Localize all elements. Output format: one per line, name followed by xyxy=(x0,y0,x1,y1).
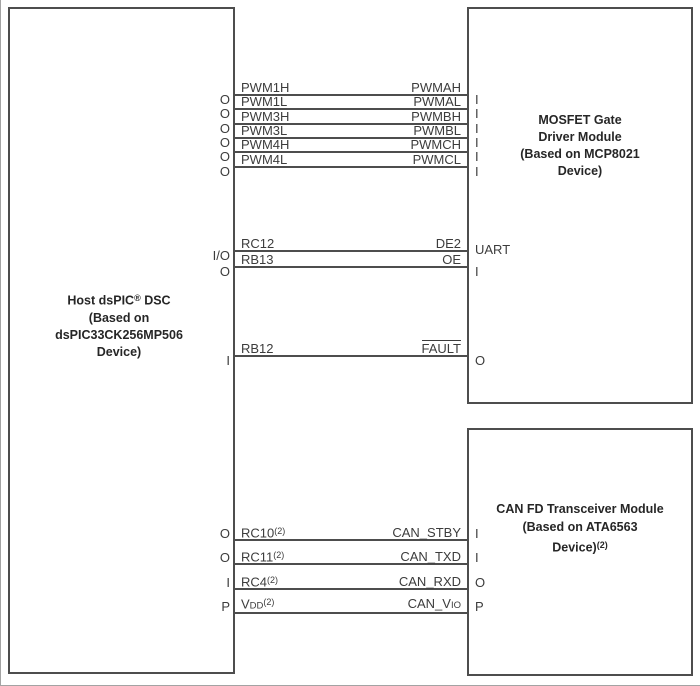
pin-label-left: PWM3L xyxy=(241,123,288,138)
title-line: Device) xyxy=(96,344,142,359)
mosfet-box-title xyxy=(467,112,693,180)
pin-direction-right: I xyxy=(475,106,479,121)
pin-direction-left: O xyxy=(219,550,230,565)
title-text: Device) xyxy=(552,540,597,555)
pin-name: RC10 xyxy=(241,525,275,540)
title-line: MOSFET Gate xyxy=(538,113,622,127)
pin-direction-right: UART xyxy=(475,242,511,257)
signal-wire xyxy=(234,597,467,614)
title-text: DSC xyxy=(140,293,171,308)
pin-direction-left: O xyxy=(219,526,230,541)
pin-direction-right: I xyxy=(475,92,479,107)
title-line xyxy=(8,290,230,310)
pin-label-right: OE xyxy=(442,252,461,267)
can-box-title xyxy=(467,500,693,557)
footnote-superscript: (2) xyxy=(267,574,279,585)
footnote-superscript: (2) xyxy=(263,596,275,607)
footnote-superscript: (2) xyxy=(273,549,285,560)
pin-label-left xyxy=(241,595,274,614)
pin-name: RC11 xyxy=(241,549,274,564)
pin-name-subscript: IO xyxy=(450,600,461,611)
mosfet-gate-driver-box xyxy=(467,7,693,404)
host-box-title xyxy=(8,290,230,361)
pin-label-right xyxy=(408,597,461,613)
pin-direction-right: I xyxy=(475,149,479,164)
pin-label-left: RB13 xyxy=(241,252,274,267)
pin-label-left: PWM1L xyxy=(241,94,288,109)
footnote-superscript: (2) xyxy=(596,540,608,550)
pin-direction-left: I xyxy=(226,575,230,590)
title-line: CAN FD Transceiver Module xyxy=(496,502,664,516)
pin-direction-right: P xyxy=(475,599,484,614)
pin-label-left: PWM4H xyxy=(241,137,290,152)
pin-direction-left: O xyxy=(219,92,230,107)
signal-wire xyxy=(234,251,467,268)
pin-label-left xyxy=(241,573,278,590)
title-line xyxy=(467,536,693,557)
title-line: Device) xyxy=(557,164,603,178)
pin-direction-left: I xyxy=(226,353,230,368)
pin-direction-right: I xyxy=(475,164,479,179)
title-line: (Based on MCP8021 xyxy=(520,147,640,161)
pin-direction-left: O xyxy=(219,149,230,164)
pin-direction-right: O xyxy=(475,575,486,590)
pin-label-left: PWM3H xyxy=(241,109,290,124)
pin-label-right: PWMCL xyxy=(412,152,461,167)
pin-name: CAN_V xyxy=(407,596,451,611)
pin-direction-right: O xyxy=(475,353,486,368)
pin-label-left: RC12 xyxy=(241,236,275,251)
pin-label-left xyxy=(241,548,284,565)
pin-direction-left: O xyxy=(219,135,230,150)
pin-label-right-active-low: FAULT xyxy=(421,341,461,356)
pin-label-left: RB12 xyxy=(241,341,274,356)
pin-label-right: PWMBL xyxy=(413,123,461,138)
title-line: (Based on ATA6563 xyxy=(522,520,638,534)
registered-trademark-symbol: ® xyxy=(134,293,141,303)
pin-direction-left: O xyxy=(219,264,230,279)
signal-wire xyxy=(234,151,467,168)
pin-name: RC4 xyxy=(241,574,268,589)
pin-name: V xyxy=(241,596,250,611)
pin-label-right: PWMAL xyxy=(413,94,461,109)
pin-label-left xyxy=(241,524,285,541)
title-line: Driver Module xyxy=(538,130,622,144)
pin-label-right: CAN_TXD xyxy=(400,549,461,564)
pin-direction-right: I xyxy=(475,264,479,279)
pin-direction-left: P xyxy=(221,599,230,614)
pin-label-right: CAN_STBY xyxy=(392,525,461,540)
pin-direction-left: O xyxy=(219,164,230,179)
title-line: dsPIC33CK256MP506 xyxy=(55,327,183,342)
pin-label-right: PWMCH xyxy=(410,137,461,152)
pin-label-left: PWM4L xyxy=(241,152,288,167)
pin-direction-right: I xyxy=(475,135,479,150)
pin-direction-right: I xyxy=(475,526,479,541)
pin-direction-left: O xyxy=(219,106,230,121)
pin-label-right: CAN_RXD xyxy=(398,574,461,589)
title-line: (Based on xyxy=(88,310,150,325)
pin-name-subscript: DD xyxy=(249,600,264,611)
pin-direction-left: I/O xyxy=(212,248,230,263)
footnote-superscript: (2) xyxy=(274,525,286,536)
pin-direction-right: I xyxy=(475,550,479,565)
pin-direction-right: I xyxy=(475,121,479,136)
signal-wire xyxy=(234,340,467,357)
title-text: Host dsPIC xyxy=(67,293,135,308)
signal-wire xyxy=(234,548,467,565)
signal-wire xyxy=(234,235,467,252)
pin-label-left: PWM1H xyxy=(241,80,290,95)
signal-wire xyxy=(234,524,467,541)
pin-label-right: DE2 xyxy=(435,236,461,251)
pin-label-right: PWMBH xyxy=(411,109,461,124)
pin-label-right: PWMAH xyxy=(411,80,461,95)
signal-wire xyxy=(234,573,467,590)
pin-direction-left: O xyxy=(219,121,230,136)
